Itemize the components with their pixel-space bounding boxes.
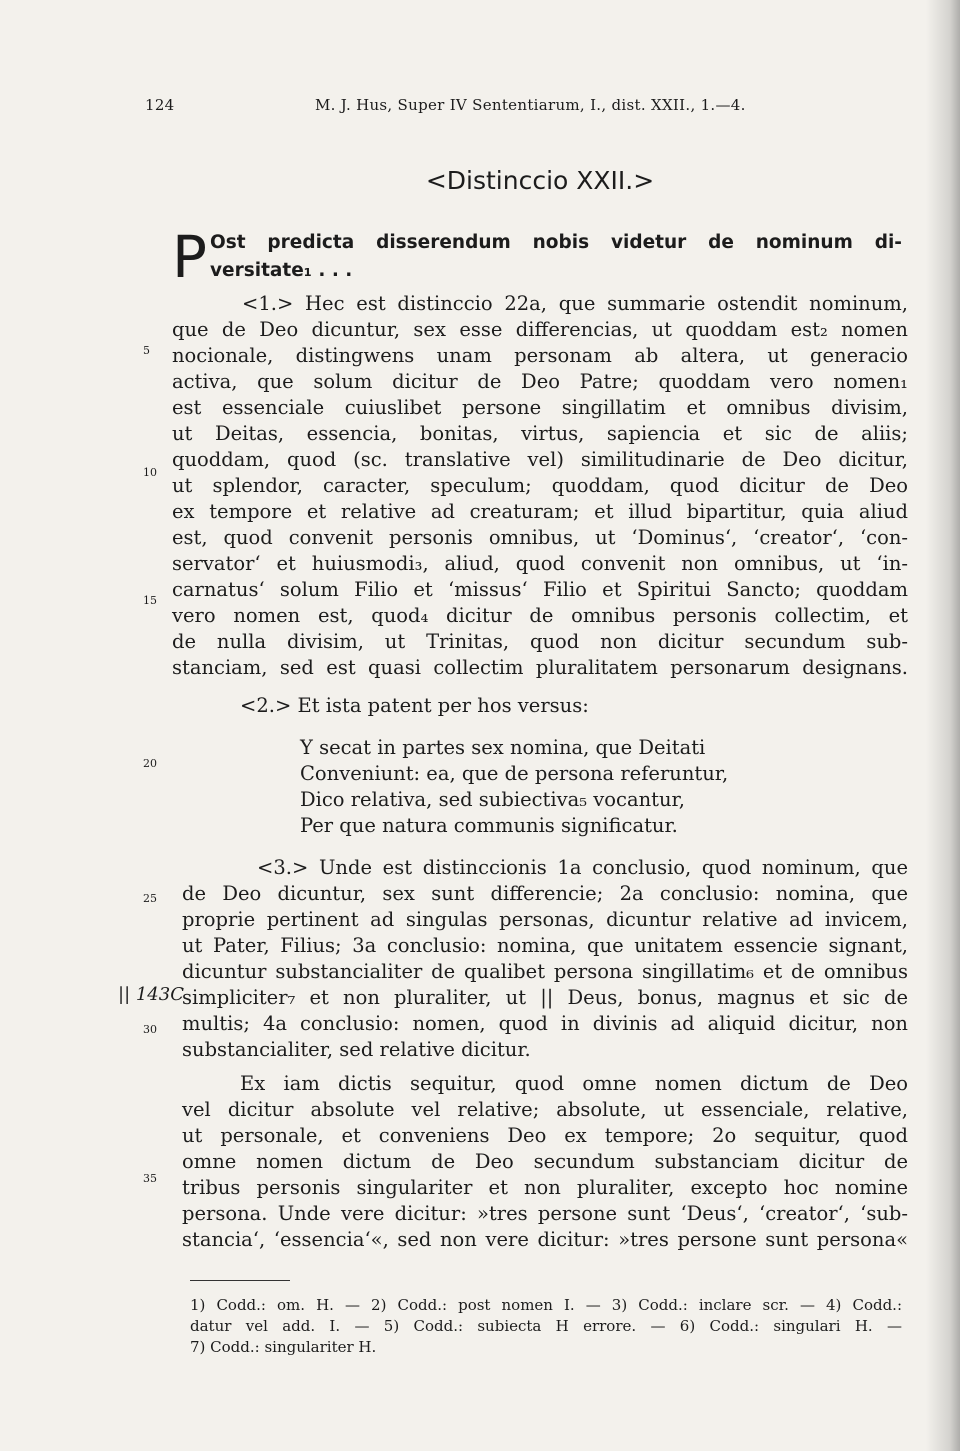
page-edge-shadow: [926, 0, 960, 1451]
text-line: vel dicitur absolute vel relative; absolute, ut essenciale, relative,: [182, 1098, 908, 1121]
text-line: persona. Unde vere dicitur: »tres persone sunt ‘Deus‘, ‘creator‘, ‘sub-: [182, 1202, 908, 1225]
footnote-line: 1) Codd.: om. H. — 2) Codd.: post nomen I. — 3) Codd.: inclare scr. — 4) Codd.:: [190, 1296, 902, 1314]
text-line: vero nomen est, quod₄ dicitur de omnibus personis collectim, et: [172, 604, 908, 627]
text-line: de nulla divisim, ut Trinitas, quod non dicitur secundum sub-: [172, 630, 908, 653]
line-number: 10: [143, 466, 157, 479]
text-line: ut Deitas, essencia, bonitas, virtus, sapiencia et sic de aliis;: [172, 422, 908, 445]
footnote-rule: [190, 1280, 290, 1281]
line-number: 20: [143, 757, 157, 770]
text-line: ut Pater, Filius; 3a conclusio: nomina, que unitatem essencie signant,: [182, 934, 908, 957]
margin-folio-note: || 143C: [118, 984, 184, 1005]
line-number: 35: [143, 1172, 157, 1185]
verse-line: Conveniunt: ea, que de persona referuntur,: [300, 762, 729, 785]
text-line: <1.> Hec est distinccio 22a, que summarie ostendit nominum,: [242, 292, 908, 315]
line-number: 30: [143, 1023, 157, 1036]
page-number: 124: [145, 96, 175, 114]
footnote-line: 7) Codd.: singulariter H.: [190, 1338, 377, 1356]
text-line: dicuntur substancialiter de qualibet persona singillatim₆ et de omnibus: [182, 960, 908, 983]
text-line: tribus personis singulariter et non pluraliter, excepto hoc nomine: [182, 1176, 908, 1199]
text-line: omne nomen dictum de Deo secundum substanciam dicitur de: [182, 1150, 908, 1173]
text-line: carnatus‘ solum Filio et ‘missus‘ Filio et Spiritui Sancto; quoddam: [172, 578, 908, 601]
text-line: ut personale, et conveniens Deo ex tempore; 2o sequitur, quod: [182, 1124, 908, 1147]
text-line: stanciam, sed est quasi collectim pluralitatem personarum designans.: [172, 656, 908, 679]
text-line: <3.> Unde est distinccionis 1a conclusio, quod nominum, que: [257, 856, 908, 879]
text-line: proprie pertinent ad singulas personas, dicuntur relative ad invicem,: [182, 908, 908, 931]
text-line: de Deo dicuntur, sex sunt differencie; 2a conclusio: nomina, que: [182, 882, 908, 905]
text-line: est essenciale cuiuslibet persone singillatim et omnibus divisim,: [172, 396, 908, 419]
text-line: activa, que solum dicitur de Deo Patre; quoddam vero nomen₁: [172, 370, 908, 393]
verse-line: Dico relativa, sed subiectiva₅ vocantur,: [300, 788, 685, 811]
line-number: 15: [143, 594, 157, 607]
text-line: ut splendor, caracter, speculum; quoddam, quod dicitur de Deo: [172, 474, 908, 497]
text-line: ex tempore et relative ad creaturam; et illud bipartitur, quia aliud: [172, 500, 908, 523]
text-line: nocionale, distingwens unam personam ab altera, ut generacio: [172, 344, 908, 367]
text-line: que de Deo dicuntur, sex esse differencias, ut quoddam est₂ nomen: [172, 318, 908, 341]
verse-line: Per que natura communis significatur.: [300, 814, 678, 837]
running-title: M. J. Hus, Super IV Sententiarum, I., dist. XXII., 1.—4.: [315, 96, 746, 114]
text-line: <2.> Et ista patent per hos versus:: [240, 694, 589, 717]
text-line: stancia‘, ‘essencia‘«, sed non vere dicitur: »tres persone sunt persona«: [182, 1228, 908, 1251]
incipit-line: Ost predicta disserendum nobis videtur de nominum di-: [210, 232, 902, 253]
text-line: multis; 4a conclusio: nomen, quod in divinis ad aliquid dicitur, non: [182, 1012, 908, 1035]
text-line: quoddam, quod (sc. translative vel) similitudinarie de Deo dicitur,: [172, 448, 908, 471]
text-line: simpliciter₇ et non pluraliter, ut || Deus, bonus, magnus et sic de: [182, 986, 908, 1009]
drop-cap: P: [172, 223, 207, 291]
text-line: substancialiter, sed relative dicitur.: [182, 1038, 531, 1061]
line-number: 25: [143, 892, 157, 905]
verse-line: Y secat in partes sex nomina, que Deitati: [300, 736, 706, 759]
line-number: 5: [143, 344, 150, 357]
text-line: Ex iam dictis sequitur, quod omne nomen dictum de Deo: [240, 1072, 908, 1095]
text-line: est, quod convenit personis omnibus, ut ‘Dominus‘, ‘creator‘, ‘con-: [172, 526, 908, 549]
text-line: servator‘ et huiusmodi₃, aliud, quod convenit non omnibus, ut ‘in-: [172, 552, 908, 575]
section-title: <Distinccio XXII.>: [425, 166, 655, 195]
footnote-line: datur vel add. I. — 5) Codd.: subiecta H errore. — 6) Codd.: singulari H. —: [190, 1317, 902, 1335]
incipit-line: versitate₁ . . .: [210, 260, 353, 281]
